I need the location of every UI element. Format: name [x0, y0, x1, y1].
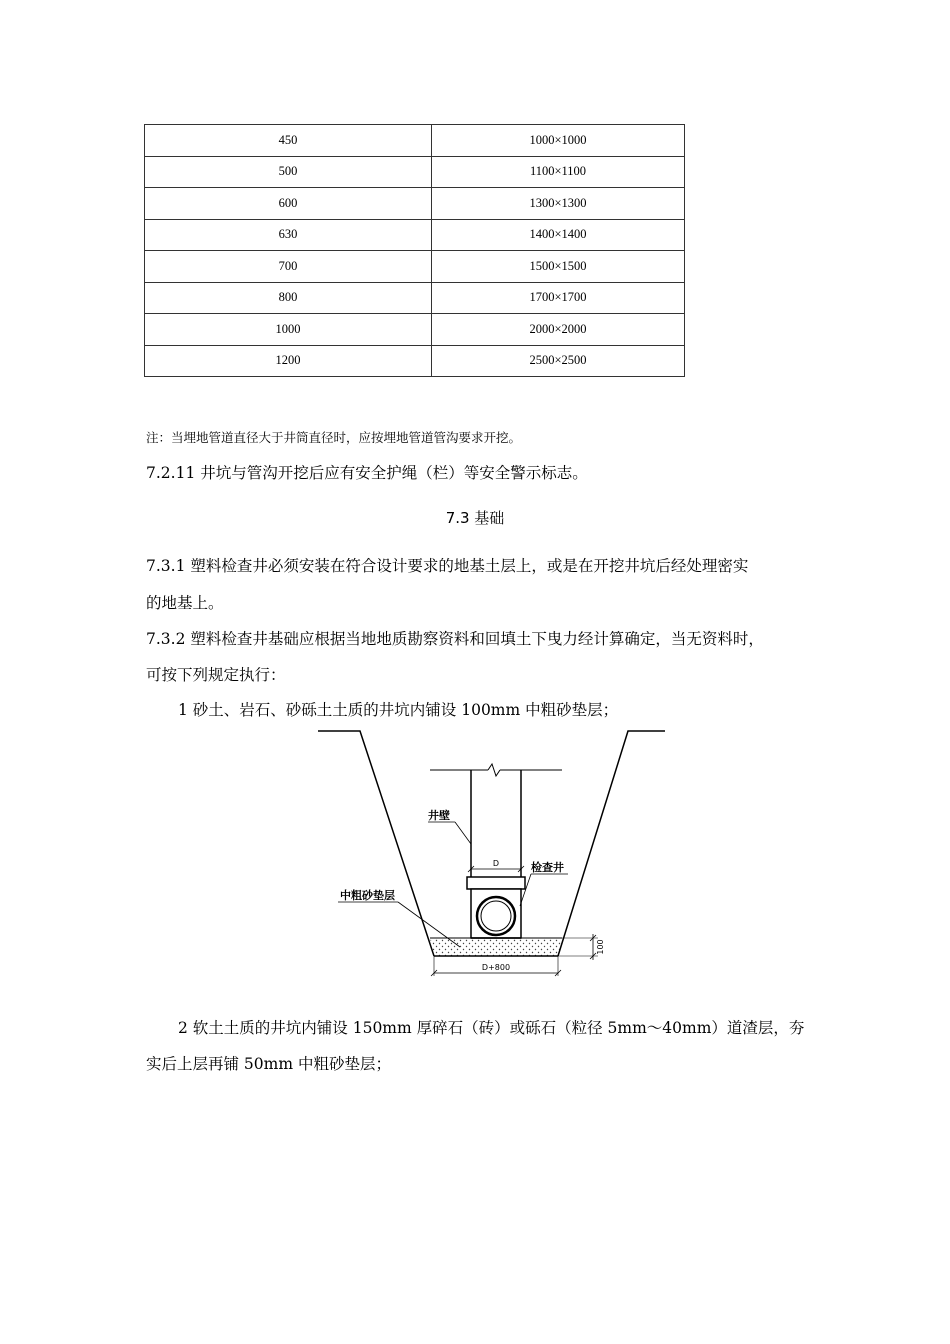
table-row [145, 251, 685, 283]
table-note: 注：当埋地管道直径大于井筒直径时，应按埋地管道管沟要求开挖。 [146, 430, 522, 445]
pipe-inner [481, 901, 511, 931]
clause-7-3-1-line1: 7.3.1 塑料检查井必须安装在符合设计要求的地基土层上，或是在开挖井坑后经处理密实 [146, 557, 749, 575]
trench-right-wall [558, 731, 665, 956]
cell-pit-size: 1100×1100 [432, 156, 685, 188]
foundation-figure [300, 720, 670, 990]
clause-7-3-1-line2: 的地基上。 [146, 594, 224, 612]
label-sand: 中粗砂垫层 [340, 889, 395, 902]
cell-pit-size: 2500×2500 [432, 345, 685, 377]
item-1: 1 砂土、岩石、砂砾土土质的井坑内铺设 100mm 中粗砂垫层； [178, 701, 619, 719]
table-row [145, 314, 685, 346]
cell-pit-size: 1700×1700 [432, 282, 685, 314]
cell-pit-size: 2000×2000 [432, 314, 685, 346]
cell-pipe-diameter: 630 [145, 219, 432, 251]
table-row [145, 188, 685, 220]
table-row [145, 156, 685, 188]
size-table [144, 124, 685, 377]
cell-pit-size: 1300×1300 [432, 188, 685, 220]
cell-pipe-diameter: 450 [145, 125, 432, 157]
cell-pit-size: 1400×1400 [432, 219, 685, 251]
cell-pit-size: 1000×1000 [432, 125, 685, 157]
well-collar [467, 877, 525, 889]
section-heading: 7.3 基础 [445, 509, 505, 527]
cell-pipe-diameter: 500 [145, 156, 432, 188]
cell-pipe-diameter: 800 [145, 282, 432, 314]
clause-7-2-11: 7.2.11 井坑与管沟开挖后应有安全护绳（栏）等安全警示标志。 [146, 464, 588, 482]
item-2-line2: 实后上层再铺 50mm 中粗砂垫层； [146, 1055, 391, 1073]
trench-left-wall [318, 731, 434, 956]
label-well: 检查井 [531, 861, 564, 874]
label-wall: 井壁 [428, 809, 450, 822]
cell-pipe-diameter: 700 [145, 251, 432, 283]
clause-7-3-2-line2: 可按下列规定执行： [146, 666, 286, 684]
cell-pipe-diameter: 1200 [145, 345, 432, 377]
table-row [145, 345, 685, 377]
table-row [145, 282, 685, 314]
cell-pipe-diameter: 1000 [145, 314, 432, 346]
sand-cushion [430, 938, 562, 956]
cell-pipe-diameter: 600 [145, 188, 432, 220]
label-width: D+800 [481, 963, 511, 972]
table-row [145, 125, 685, 157]
cell-pit-size: 1500×1500 [432, 251, 685, 283]
label-depth: 100 [596, 939, 605, 955]
item-2-line1: 2 软土土质的井坑内铺设 150mm 厚碎石（砖）或砾石（粒径 5mm～40mm）道渣层，夯 [178, 1019, 805, 1037]
table-row [145, 219, 685, 251]
clause-7-3-2-line1: 7.3.2 塑料检查井基础应根据当地地质勘察资料和回填土下曳力经计算确定，当无资料时， [146, 630, 764, 648]
label-d: D [492, 859, 500, 868]
